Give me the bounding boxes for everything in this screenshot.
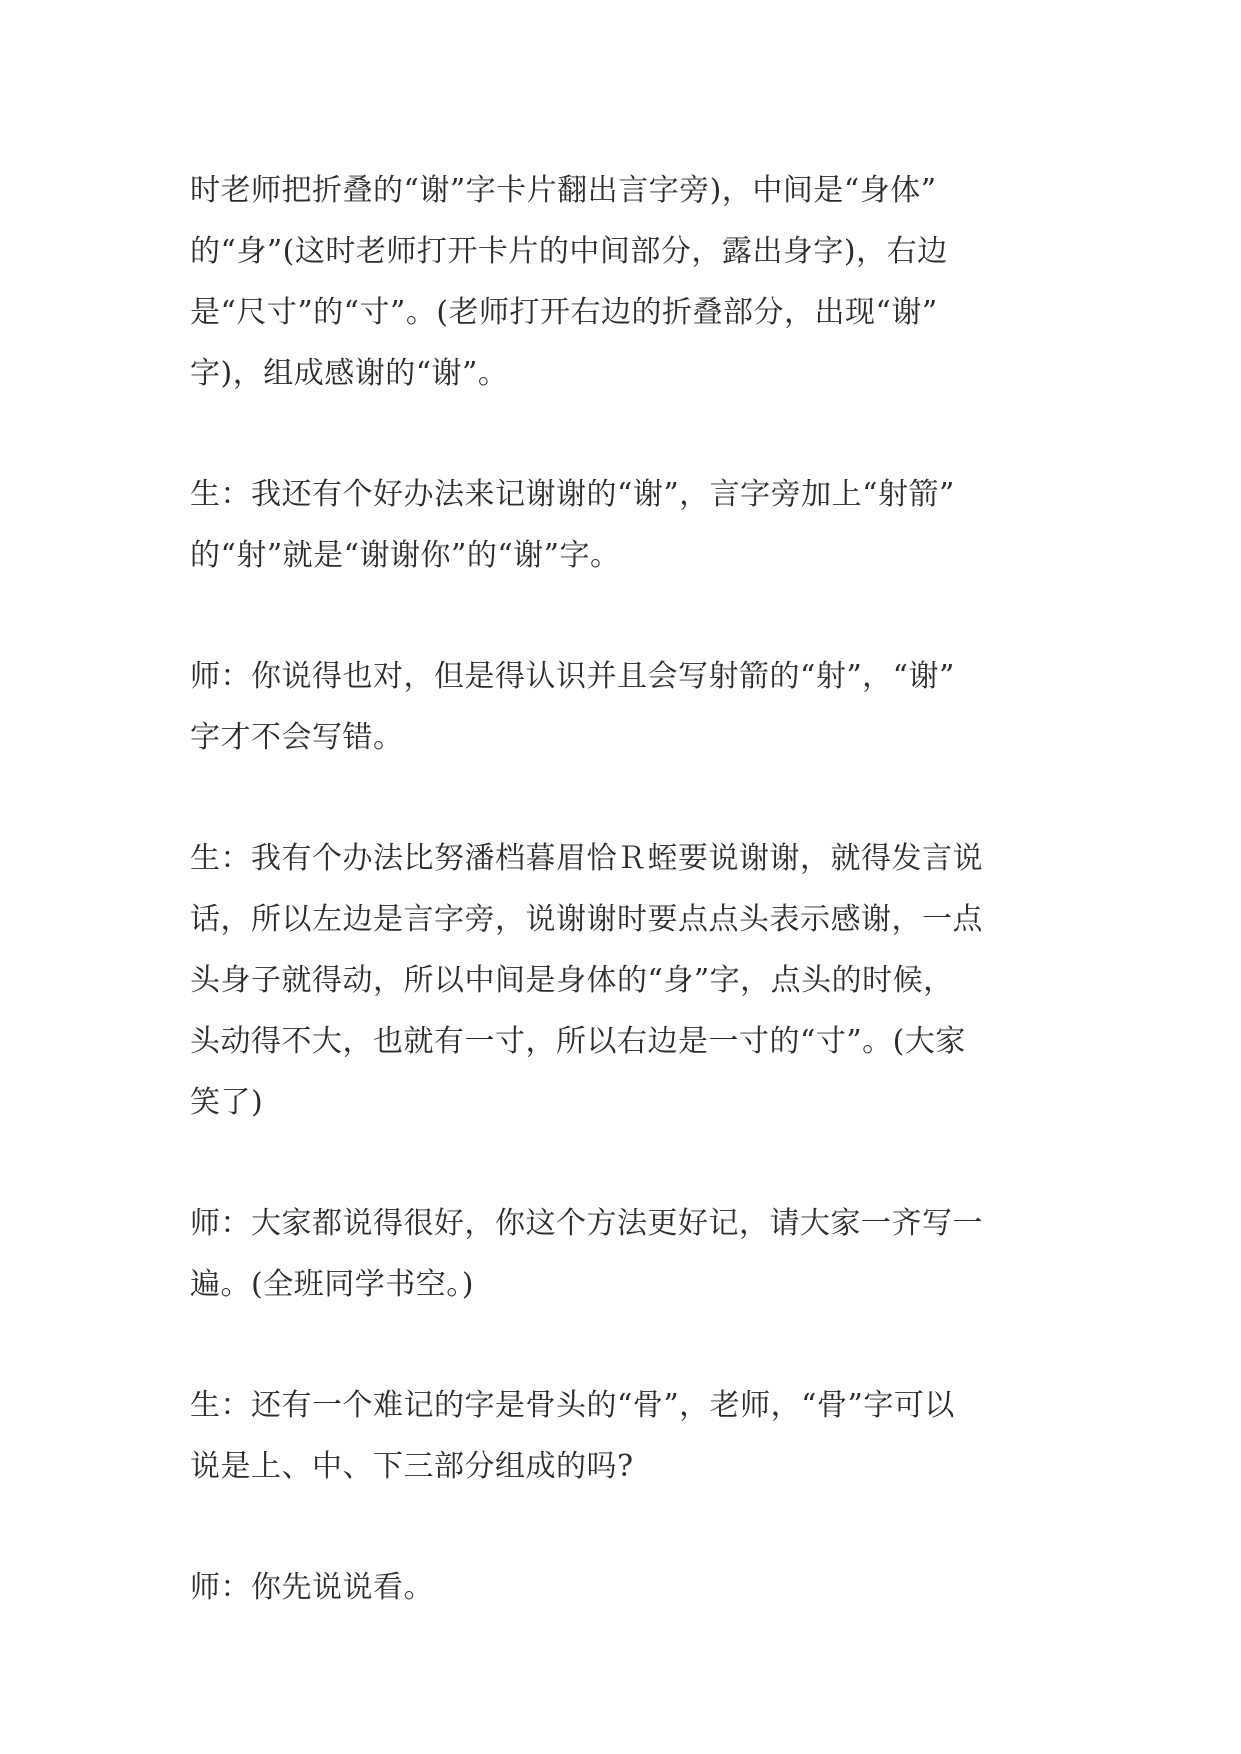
text-line: 师：你说得也对，但是得认识并且会写射箭的“射”，“谢” <box>190 659 955 694</box>
text-line: 遍。(全班同学书空。) <box>190 1267 474 1302</box>
paragraph-1 <box>190 160 1070 404</box>
text-line: 说是上、中、下三部分组成的吗? <box>190 1449 634 1484</box>
text-line: 的“射”就是“谢谢你”的“谢”字。 <box>190 538 621 573</box>
text-line: 生：还有一个难记的字是骨头的“骨”，老师，“骨”字可以 <box>190 1388 955 1423</box>
text-line: 的“身”(这时老师打开卡片的中间部分，露出身字)，右边 <box>190 234 948 269</box>
text-line: 话，所以左边是言字旁，说谢谢时要点点头表示感谢，一点 <box>190 902 983 937</box>
text-line: 生：我还有个好办法来记谢谢的“谢”，言字旁加上“射箭” <box>190 477 955 512</box>
text-line: 时老师把折叠的“谢”字卡片翻出言字旁)，中间是“身体” <box>190 173 937 208</box>
text-line: 字)，组成感谢的“谢”。 <box>190 356 509 391</box>
text-line: 生：我有个办法比努潘档暮眉恰Ｒ蛭要说谢谢，就得发言说 <box>190 841 983 876</box>
paragraph-2 <box>190 464 1070 586</box>
paragraph-3 <box>190 646 1070 768</box>
paragraph-6 <box>190 1375 1070 1497</box>
text-line: 是“尺寸”的“寸”。(老师打开右边的折叠部分，出现“谢” <box>190 295 938 330</box>
paragraph-7 <box>190 1557 1070 1618</box>
text-line: 笑了) <box>190 1085 264 1120</box>
text-line: 师：你先说说看。 <box>190 1570 434 1605</box>
paragraph-4 <box>190 828 1070 1133</box>
text-line: 头动得不大，也就有一寸，所以右边是一寸的“寸”。(大家 <box>190 1024 966 1059</box>
document-body <box>190 160 1070 1678</box>
text-line: 头身子就得动，所以中间是身体的“身”字，点头的时候， <box>190 963 954 998</box>
paragraph-5 <box>190 1193 1070 1315</box>
text-line: 字才不会写错。 <box>190 720 404 755</box>
text-line: 师：大家都说得很好，你这个方法更好记，请大家一齐写一 <box>190 1206 983 1241</box>
